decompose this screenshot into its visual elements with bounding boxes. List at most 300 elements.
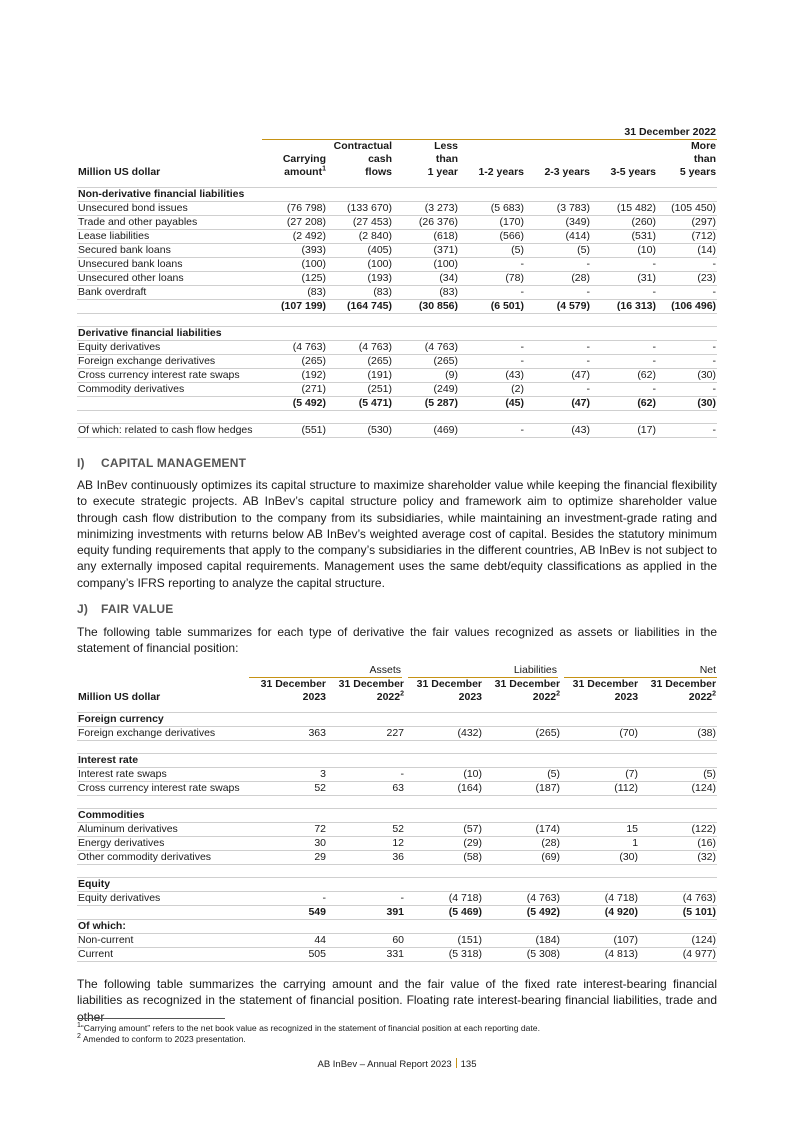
column-header-line: 31 December — [650, 678, 717, 690]
cell-value: (29) — [405, 837, 483, 851]
cell-value — [561, 920, 639, 934]
cell-value: (10) — [591, 244, 657, 258]
cell-value — [249, 920, 327, 934]
cell-value: (47) — [525, 369, 591, 383]
column-header-line: Carrying — [282, 153, 326, 165]
column-group-header: Liabilities — [405, 664, 561, 678]
cell-value: - — [525, 383, 591, 397]
cell-value: (70) — [561, 727, 639, 741]
footnote-ref: 1 — [322, 165, 326, 173]
table-row — [77, 341, 717, 355]
row-label: Equity derivatives — [77, 892, 249, 906]
column-header-line: 31 December — [338, 678, 405, 690]
column-header-line: 1 year — [427, 166, 458, 178]
cell-value: (2 492) — [262, 230, 327, 244]
cell-value: - — [327, 892, 405, 906]
cell-value: - — [591, 258, 657, 272]
cell-value: (27 208) — [262, 216, 327, 230]
footer-divider — [456, 1058, 457, 1068]
cell-value — [262, 188, 327, 202]
spacer-cell — [77, 411, 717, 424]
cell-value: (151) — [405, 934, 483, 948]
total-row — [77, 397, 717, 411]
column-header — [591, 140, 657, 180]
capital-management-text: AB InBev continuously optimizes its capital structure to maximize shareholder value while keeping the financial flexibility to execute strategic projects. AB InBev’s capital structure policy and framework aim to optimize shareholder value through cash flow distribution to the company from its subsidiaries, while maintaining an investment-grade rating and minimizing investments with returns below AB InBev’s weighted average cost of capital. Besides the statutory minimum equity funding requirements that apply to the company’s subsidiaries in the different countries, AB InBev is not subject to any externally imposed capital requirements. Management uses the same debt/equity classifications as applied in the company’s IFRS reporting to analyze the capital structure. — [77, 478, 717, 590]
cell-value: (2 840) — [327, 230, 393, 244]
cell-value: (432) — [405, 727, 483, 741]
table-row — [77, 355, 717, 369]
cell-value — [459, 327, 525, 341]
cell-value: (27 453) — [327, 216, 393, 230]
cell-value: (164 745) — [327, 300, 393, 314]
cell-value: (30) — [657, 397, 717, 411]
footnote-2 — [77, 1034, 246, 1044]
cell-value: (712) — [657, 230, 717, 244]
table-row — [77, 823, 717, 837]
cell-value: (83) — [393, 286, 459, 300]
column-header-line: 31 December — [494, 678, 561, 690]
section-title-row — [77, 188, 717, 202]
cell-value — [483, 754, 561, 768]
row-label: Interest rate — [77, 754, 249, 768]
row-label: Of which: — [77, 920, 249, 934]
cell-value: (3 273) — [393, 202, 459, 216]
cell-value: - — [591, 383, 657, 397]
row-label: Cross currency interest rate swaps — [77, 369, 262, 383]
footnote-ref: 2 — [556, 690, 561, 698]
cell-value — [327, 754, 405, 768]
row-label: Trade and other payables — [77, 216, 262, 230]
closing-text: The following table summarizes the carrying amount and the fair value of the fixed rate interest-bearing financial liabilities as recognized in the statement of financial position. Floating rate interest-bearing financial liabilities, trade and other — [77, 977, 717, 1024]
row-label: Non-derivative financial liabilities — [77, 188, 262, 202]
capital-marker: I) — [77, 456, 85, 470]
footnote-ref: 2 — [400, 690, 405, 698]
fair-value-intro: The following table summarizes for each type of derivative the fair values recognized as assets or liabilities in the statement of financial position: — [77, 625, 717, 656]
footnote-2-mark: 2 — [77, 1033, 81, 1041]
cell-value: (16) — [639, 837, 717, 851]
cell-value: (4 813) — [561, 948, 639, 962]
spacer-cell — [77, 741, 717, 754]
row-label: Foreign exchange derivatives — [77, 727, 249, 741]
column-header — [327, 678, 405, 705]
section-title-row — [77, 327, 717, 341]
table1-period: 31 December 2022 — [262, 126, 717, 140]
table-row — [77, 244, 717, 258]
cell-value: (30 856) — [393, 300, 459, 314]
cell-value: (105 450) — [657, 202, 717, 216]
column-header-line — [460, 140, 524, 153]
column-header — [405, 678, 483, 705]
cell-value: (5 471) — [327, 397, 393, 411]
table-row — [77, 851, 717, 865]
cell-value: (30) — [657, 369, 717, 383]
footnote-ref: 2 — [712, 690, 717, 698]
cell-value: (5) — [483, 768, 561, 782]
column-header-line: Contractual — [333, 140, 392, 152]
cell-value: 1 — [561, 837, 639, 851]
cell-value: (265) — [327, 355, 393, 369]
cell-value: (5 492) — [483, 906, 561, 920]
row-label: Other commodity derivatives — [77, 851, 249, 865]
cell-value: (6 501) — [459, 300, 525, 314]
cell-value — [327, 878, 405, 892]
cell-value: (38) — [639, 727, 717, 741]
cell-value: 63 — [327, 782, 405, 796]
cell-value: (17) — [591, 424, 657, 438]
spacer-cell — [77, 796, 717, 809]
table-row — [77, 948, 717, 962]
of-which-row — [77, 920, 717, 934]
cell-value — [483, 878, 561, 892]
row-label: Equity — [77, 878, 249, 892]
cell-value: (16 313) — [591, 300, 657, 314]
cell-value: (371) — [393, 244, 459, 258]
cell-value: 391 — [327, 906, 405, 920]
column-header-line: 2-3 years — [544, 166, 590, 178]
cell-value: 549 — [249, 906, 327, 920]
column-header-text: 2023 — [302, 691, 326, 703]
cell-value: (31) — [591, 272, 657, 286]
column-header-line — [263, 166, 326, 179]
cell-value: (4 718) — [561, 892, 639, 906]
cell-value — [591, 327, 657, 341]
cell-value: (4 763) — [639, 892, 717, 906]
cell-value: (34) — [393, 272, 459, 286]
cell-value — [525, 327, 591, 341]
column-header-line — [406, 691, 482, 704]
spacer-row — [77, 741, 717, 754]
page-footer — [77, 1058, 717, 1070]
table-row — [77, 369, 717, 383]
cell-value: (5) — [525, 244, 591, 258]
cell-value — [639, 754, 717, 768]
cell-value — [405, 754, 483, 768]
cell-value — [327, 327, 393, 341]
cell-value: - — [591, 341, 657, 355]
footnote-1 — [77, 1023, 540, 1033]
cell-value — [525, 188, 591, 202]
footnote-1-text: “Carrying amount” refers to the net book value as recognized in the statement of financial position at each reporting date. — [80, 1023, 540, 1033]
cell-value: (5 683) — [459, 202, 525, 216]
cell-value: (469) — [393, 424, 459, 438]
row-label: Commodities — [77, 809, 249, 823]
cell-value — [639, 920, 717, 934]
cell-value: (15 482) — [591, 202, 657, 216]
column-header — [327, 140, 393, 180]
column-group-header: Net — [561, 664, 717, 678]
capital-management-heading — [77, 456, 246, 470]
cell-value: 363 — [249, 727, 327, 741]
table-row — [77, 727, 717, 741]
column-header-line — [640, 691, 716, 704]
page-number: 135 — [460, 1059, 477, 1070]
cell-value: 30 — [249, 837, 327, 851]
cell-value: - — [657, 341, 717, 355]
cell-value: (349) — [525, 216, 591, 230]
fair-value-heading — [77, 602, 173, 616]
column-header-line: 31 December — [572, 678, 639, 690]
cell-value — [249, 754, 327, 768]
column-header-line: flows — [365, 166, 392, 178]
cell-value: (107 199) — [262, 300, 327, 314]
cell-value: (32) — [639, 851, 717, 865]
cell-value: (43) — [459, 369, 525, 383]
cell-value: - — [459, 424, 525, 438]
hedge-row — [77, 424, 717, 438]
cell-value: (125) — [262, 272, 327, 286]
section-title-row — [77, 754, 717, 768]
cell-value — [639, 878, 717, 892]
cell-value: (107) — [561, 934, 639, 948]
cell-value: - — [657, 258, 717, 272]
cell-value: (26 376) — [393, 216, 459, 230]
cell-value: (112) — [561, 782, 639, 796]
cell-value: - — [327, 768, 405, 782]
column-header-line: 3-5 years — [610, 166, 656, 178]
cell-value: 331 — [327, 948, 405, 962]
column-header-line: 1-2 years — [478, 166, 524, 178]
table-row — [77, 768, 717, 782]
column-header-line — [592, 153, 656, 166]
column-header-line: cash — [368, 153, 392, 165]
column-header-line: 31 December — [416, 678, 483, 690]
cell-value: (5 492) — [262, 397, 327, 411]
cell-value: (405) — [327, 244, 393, 258]
cell-value — [459, 188, 525, 202]
cell-value: (251) — [327, 383, 393, 397]
cell-value: (100) — [327, 258, 393, 272]
cell-value: (4 718) — [405, 892, 483, 906]
cell-value — [327, 809, 405, 823]
cell-value: 52 — [249, 782, 327, 796]
row-label: Unsecured other loans — [77, 272, 262, 286]
spacer-row — [77, 314, 717, 327]
column-header-line — [526, 140, 590, 153]
cell-value: (5 469) — [405, 906, 483, 920]
cell-value — [483, 809, 561, 823]
cell-value: (30) — [561, 851, 639, 865]
cell-value: (133 670) — [327, 202, 393, 216]
cell-value: (5) — [639, 768, 717, 782]
cell-value: (2) — [459, 383, 525, 397]
cell-value: (23) — [657, 272, 717, 286]
cell-value: (4 763) — [327, 341, 393, 355]
cell-value: 227 — [327, 727, 405, 741]
spacer-cell — [77, 314, 717, 327]
column-header — [459, 140, 525, 180]
spacer-row — [77, 865, 717, 878]
fair-title: FAIR VALUE — [101, 602, 174, 616]
cell-value: (9) — [393, 369, 459, 383]
cell-value: (5 287) — [393, 397, 459, 411]
column-header-line: Less — [434, 140, 458, 152]
fair-marker: J) — [77, 602, 89, 616]
row-label — [77, 300, 262, 314]
column-header-line — [250, 691, 326, 704]
cell-value: (297) — [657, 216, 717, 230]
column-header-line: 5 years — [679, 166, 717, 178]
column-header-line: than — [693, 153, 717, 165]
column-header — [483, 678, 561, 705]
row-label: Energy derivatives — [77, 837, 249, 851]
column-header-line: 31 December — [260, 678, 326, 690]
cell-value: (58) — [405, 851, 483, 865]
cell-value: (7) — [561, 768, 639, 782]
row-label: Foreign exchange derivatives — [77, 355, 262, 369]
cell-value — [393, 188, 459, 202]
cell-value: (122) — [639, 823, 717, 837]
cell-value — [639, 809, 717, 823]
cell-value — [561, 878, 639, 892]
table-row — [77, 286, 717, 300]
column-header-line: than — [435, 153, 458, 165]
cell-value — [405, 713, 483, 727]
table-row — [77, 202, 717, 216]
cell-value: - — [525, 341, 591, 355]
fair-value-table — [77, 664, 717, 962]
cell-value: (193) — [327, 272, 393, 286]
cell-value: (28) — [483, 837, 561, 851]
cell-value: 15 — [561, 823, 639, 837]
row-label: Derivative financial liabilities — [77, 327, 262, 341]
column-header-text: 2023 — [458, 691, 483, 703]
cell-value — [657, 188, 717, 202]
row-label: Bank overdraft — [77, 286, 262, 300]
column-header-line — [460, 153, 524, 166]
cell-value: 505 — [249, 948, 327, 962]
cell-value: (3 783) — [525, 202, 591, 216]
cell-value: - — [459, 355, 525, 369]
cell-value: - — [459, 341, 525, 355]
cell-value: (4 920) — [561, 906, 639, 920]
cell-value: (14) — [657, 244, 717, 258]
cell-value — [561, 713, 639, 727]
footnote-rule — [77, 1018, 225, 1019]
cell-value: (164) — [405, 782, 483, 796]
cell-value: - — [525, 355, 591, 369]
section-title-row — [77, 809, 717, 823]
column-header — [561, 678, 639, 705]
row-label: Current — [77, 948, 249, 962]
cell-value — [327, 920, 405, 934]
cell-value: (4 579) — [525, 300, 591, 314]
cell-value: - — [657, 286, 717, 300]
cell-value: 60 — [327, 934, 405, 948]
cell-value: (260) — [591, 216, 657, 230]
cell-value: (530) — [327, 424, 393, 438]
cell-value — [483, 920, 561, 934]
cell-value: (265) — [483, 727, 561, 741]
cell-value: (5) — [459, 244, 525, 258]
column-header-line — [562, 691, 638, 704]
cell-value: (187) — [483, 782, 561, 796]
unit-label: Million US dollar — [78, 691, 161, 703]
cell-value: 12 — [327, 837, 405, 851]
table-row — [77, 837, 717, 851]
cell-value: - — [459, 286, 525, 300]
cell-value: (393) — [262, 244, 327, 258]
column-header-line — [328, 691, 404, 704]
cell-value: 36 — [327, 851, 405, 865]
cell-value: (10) — [405, 768, 483, 782]
column-header-text: amount — [284, 166, 323, 178]
cell-value — [249, 878, 327, 892]
cell-value: - — [459, 258, 525, 272]
column-header-text: 2023 — [614, 691, 639, 703]
column-header-text: 2022 — [688, 691, 713, 703]
column-header-line — [526, 153, 590, 166]
table-row — [77, 272, 717, 286]
cell-value: (76 798) — [262, 202, 327, 216]
cell-value — [591, 188, 657, 202]
footnote-2-text: Amended to conform to 2023 presentation. — [82, 1034, 246, 1044]
cell-value: (124) — [639, 782, 717, 796]
cell-value: (57) — [405, 823, 483, 837]
cell-value — [561, 809, 639, 823]
column-header-text: 2022 — [532, 691, 557, 703]
section-title-row — [77, 713, 717, 727]
spacer-row — [77, 796, 717, 809]
cell-value: (4 977) — [639, 948, 717, 962]
table-row — [77, 258, 717, 272]
cell-value: - — [657, 355, 717, 369]
cell-value: 52 — [327, 823, 405, 837]
cell-value — [639, 713, 717, 727]
row-label: Secured bank loans — [77, 244, 262, 258]
cell-value — [405, 878, 483, 892]
cell-value: - — [249, 892, 327, 906]
cell-value: (5 101) — [639, 906, 717, 920]
row-label: Of which: related to cash flow hedges — [77, 424, 262, 438]
table-row — [77, 892, 717, 906]
cell-value: (45) — [459, 397, 525, 411]
cell-value: - — [525, 258, 591, 272]
cell-value: (265) — [262, 355, 327, 369]
row-label — [77, 906, 249, 920]
unit-label: Million US dollar — [78, 166, 161, 178]
cell-value: - — [657, 383, 717, 397]
cell-value — [561, 754, 639, 768]
cell-value: (100) — [393, 258, 459, 272]
cell-value — [249, 809, 327, 823]
cell-value: (184) — [483, 934, 561, 948]
cell-value: - — [657, 424, 717, 438]
spacer-row — [77, 411, 717, 424]
cell-value: (249) — [393, 383, 459, 397]
cell-value: - — [591, 286, 657, 300]
cell-value: (618) — [393, 230, 459, 244]
cell-value: - — [525, 286, 591, 300]
cell-value: (191) — [327, 369, 393, 383]
column-header — [657, 140, 717, 180]
cell-value: (551) — [262, 424, 327, 438]
cell-value: (531) — [591, 230, 657, 244]
cell-value — [327, 713, 405, 727]
cell-value: - — [591, 355, 657, 369]
row-label: Interest rate swaps — [77, 768, 249, 782]
cell-value: (100) — [262, 258, 327, 272]
cell-value: (43) — [525, 424, 591, 438]
cell-value: (106 496) — [657, 300, 717, 314]
cell-value — [405, 809, 483, 823]
table-row — [77, 934, 717, 948]
cell-value: (271) — [262, 383, 327, 397]
table-row — [77, 782, 717, 796]
total-row — [77, 906, 717, 920]
cell-value: (414) — [525, 230, 591, 244]
row-label — [77, 397, 262, 411]
cell-value — [262, 327, 327, 341]
